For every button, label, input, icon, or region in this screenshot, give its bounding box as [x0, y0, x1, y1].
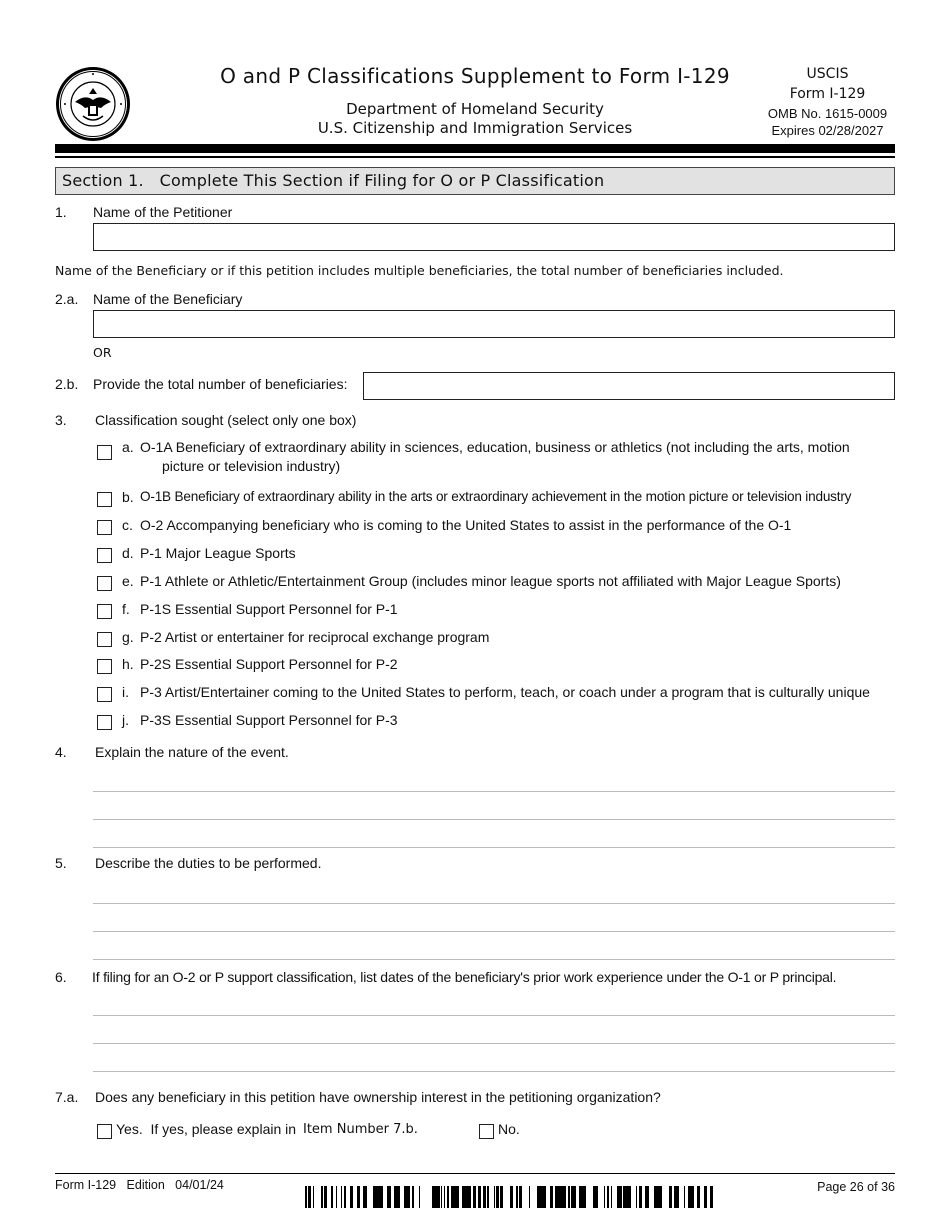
barcode-bar [451, 1186, 452, 1208]
barcode-bar [571, 1186, 574, 1208]
option-i-text: P-3 Artist/Entertainer coming to the United States to perform, teach, or coach under a program that is culturally unique [140, 684, 870, 700]
omb-number: OMB No. 1615-0009 [767, 106, 888, 121]
barcode-bar [544, 1186, 546, 1208]
agency-short: USCIS [806, 66, 849, 82]
barcode-bar [584, 1186, 586, 1208]
beneficiary-note: Name of the Beneficiary or if this petition includes multiple beneficiaries, the total number of beneficiaries included. [55, 263, 784, 278]
barcode-bar [447, 1186, 449, 1208]
barcode-bar [390, 1186, 391, 1208]
barcode-bar [324, 1186, 327, 1208]
ownership-yes-label: Yes. If yes, please explain in [116, 1121, 297, 1137]
barcode-bar [469, 1186, 471, 1208]
barcode-bar [568, 1186, 570, 1208]
barcode-bar [647, 1186, 649, 1208]
item-5-line-1 [93, 903, 895, 904]
barcode-bar [684, 1186, 685, 1208]
agency-name: U.S. Citizenship and Immigration Services [317, 119, 633, 137]
form-title: O and P Classifications Supplement to Form I-129 [220, 64, 730, 88]
barcode-bar [636, 1186, 637, 1208]
option-a-letter: a. [122, 439, 134, 455]
option-f-letter: f. [122, 601, 130, 617]
barcode-bar [336, 1186, 337, 1208]
barcode-bar [657, 1186, 660, 1208]
item-2a-label: Name of the Beneficiary [93, 291, 243, 307]
barcode-bar [487, 1186, 489, 1208]
barcode-bar [550, 1186, 551, 1208]
checkbox-ownership-yes[interactable] [97, 1124, 112, 1139]
barcode-bar [464, 1186, 467, 1208]
barcode-bar [483, 1186, 486, 1208]
item-5-line-2 [93, 931, 895, 932]
item-4-line-2 [93, 819, 895, 820]
barcode-bar [313, 1186, 314, 1208]
option-b-text: O-1B Beneficiary of extraordinary ability in the arts or extraordinary achievement in the motion picture or television industry [140, 489, 852, 504]
or-label: OR [93, 345, 112, 360]
barcode-bar [688, 1186, 689, 1208]
barcode-bar [697, 1186, 700, 1208]
barcode-bar [555, 1186, 558, 1208]
beneficiary-name-input[interactable] [93, 310, 895, 338]
option-c-letter: c. [122, 517, 133, 533]
barcode-bar [540, 1186, 541, 1208]
option-g-letter: g. [122, 629, 134, 645]
barcode-bar [563, 1186, 566, 1208]
barcode-bar [520, 1186, 522, 1208]
barcode-bar [710, 1186, 712, 1208]
barcode-bar [419, 1186, 420, 1208]
checkbox-p3s[interactable] [97, 715, 112, 730]
option-e-letter: e. [122, 573, 134, 589]
barcode-bar [502, 1186, 503, 1208]
barcode-bar [432, 1186, 433, 1208]
item-5-line-3 [93, 959, 895, 960]
item-6-line-3 [93, 1071, 895, 1072]
barcode-bar [541, 1186, 544, 1208]
barcode-bar [674, 1186, 677, 1208]
barcode-bar [626, 1186, 629, 1208]
checkbox-p1s[interactable] [97, 604, 112, 619]
barcode-bar [617, 1186, 619, 1208]
item-4-line-1 [93, 791, 895, 792]
barcode-bar [494, 1186, 495, 1208]
ownership-yes-item-ref: Item Number 7.b. [303, 1122, 418, 1137]
checkbox-o1a[interactable] [97, 445, 112, 460]
barcode-bar [500, 1186, 501, 1208]
item-6-number: 6. [55, 969, 67, 985]
barcode-bar [501, 1186, 502, 1208]
barcode-bar [655, 1186, 657, 1208]
barcode-bar [321, 1186, 323, 1208]
barcode-bar [619, 1186, 622, 1208]
barcode-bar [529, 1186, 530, 1208]
barcode-bar [437, 1186, 440, 1208]
barcode-bar [387, 1186, 390, 1208]
barcode-bar [519, 1186, 520, 1208]
option-a-text-cont: picture or television industry) [162, 458, 341, 474]
barcode-bar [305, 1186, 307, 1208]
option-b-letter: b. [122, 489, 134, 505]
item-3-label: Classification sought (select only one box) [95, 412, 357, 428]
option-j-letter: j. [122, 712, 129, 728]
barcode-bar [404, 1186, 407, 1208]
barcode-bar [579, 1186, 581, 1208]
barcode-bar [435, 1186, 437, 1208]
checkbox-p2[interactable] [97, 632, 112, 647]
option-i-letter: i. [122, 684, 129, 700]
option-e-text: P-1 Athlete or Athletic/Entertainment Group (includes minor league sports not affiliated with Major League Sports) [140, 573, 841, 589]
item-7a-label: Does any beneficiary in this petition have ownership interest in the petitioning organization? [95, 1089, 661, 1105]
item-5-label: Describe the duties to be performed. [95, 855, 322, 871]
checkbox-o2[interactable] [97, 520, 112, 535]
item-4-line-3 [93, 847, 895, 848]
item-4-number: 4. [55, 744, 67, 760]
barcode-bar [399, 1186, 400, 1208]
barcode-bar [457, 1186, 459, 1208]
item-6-label: If filing for an O-2 or P support classification, list dates of the beneficiary's prior work experience under the O-1 or P principal. [92, 969, 837, 985]
barcode-bar [516, 1186, 518, 1208]
petitioner-name-input[interactable] [93, 223, 895, 251]
option-d-letter: d. [122, 545, 134, 561]
checkbox-p1-major-league[interactable] [97, 548, 112, 563]
barcode-bar [496, 1186, 499, 1208]
duties-textarea[interactable] [93, 876, 895, 960]
barcode-bar [363, 1186, 365, 1208]
barcode-bar [691, 1186, 692, 1208]
barcode-bar [669, 1186, 671, 1208]
option-h-text: P-2S Essential Support Personnel for P-2 [140, 656, 398, 672]
barcode-bar [412, 1186, 414, 1208]
barcode-bar [452, 1186, 454, 1208]
barcode-bar [704, 1186, 707, 1208]
barcode-bar [467, 1186, 469, 1208]
barcode-bar [357, 1186, 360, 1208]
dhs-seal-icon [55, 66, 131, 142]
barcode-bar [611, 1186, 612, 1208]
barcode-bar [308, 1186, 310, 1208]
item-7a-number: 7.a. [55, 1089, 79, 1105]
expiration-date: Expires 02/28/2027 [771, 123, 884, 138]
prior-work-textarea[interactable] [93, 988, 895, 1072]
barcode-bar [380, 1186, 383, 1208]
item-2b-number: 2.b. [55, 376, 79, 392]
event-nature-textarea[interactable] [93, 764, 895, 848]
form-edition: Form I-129 Edition 04/01/24 [55, 1178, 224, 1192]
barcode-bar [344, 1186, 345, 1208]
option-a-text: O-1A Beneficiary of extraordinary ability in sciences, education, business or athletics (not including the arts, motion [140, 439, 850, 455]
barcode-bar [593, 1186, 595, 1208]
checkbox-ownership-no[interactable] [479, 1124, 494, 1139]
barcode-bar [645, 1186, 647, 1208]
checkbox-p3[interactable] [97, 687, 112, 702]
barcode-bar [444, 1186, 445, 1208]
item-4-label: Explain the nature of the event. [95, 744, 289, 760]
barcode-bar [331, 1186, 333, 1208]
option-h-letter: h. [122, 656, 134, 672]
option-j-text: P-3S Essential Support Personnel for P-3 [140, 712, 398, 728]
checkbox-o1b[interactable] [97, 492, 112, 507]
item-1-number: 1. [55, 204, 67, 220]
barcode-bar [629, 1186, 631, 1208]
checkbox-p2s[interactable] [97, 659, 112, 674]
barcode-bar [441, 1186, 442, 1208]
barcode-bar [689, 1186, 691, 1208]
barcode-bar [692, 1186, 694, 1208]
barcode-bar [537, 1186, 540, 1208]
footer-rule [55, 1173, 895, 1174]
barcode-bar [350, 1186, 353, 1208]
barcode-bar [409, 1186, 410, 1208]
barcode-bar [377, 1186, 380, 1208]
barcode-bar [604, 1186, 605, 1208]
barcode-bar [365, 1186, 367, 1208]
item-3-number: 3. [55, 412, 67, 428]
barcode-bar [478, 1186, 481, 1208]
barcode-bar [395, 1186, 397, 1208]
form-id: Form I-129 [789, 86, 866, 102]
barcode-bar [607, 1186, 609, 1208]
barcode-bar [678, 1186, 679, 1208]
barcode-bar [462, 1186, 464, 1208]
barcode-bar [345, 1186, 346, 1208]
barcode-bar [562, 1186, 563, 1208]
barcode-bar [341, 1186, 342, 1208]
beneficiary-count-input[interactable] [363, 372, 895, 400]
barcode-bar [373, 1186, 374, 1208]
barcode-bar [473, 1186, 476, 1208]
barcode-bar [397, 1186, 399, 1208]
barcode-bar [660, 1186, 662, 1208]
option-f-text: P-1S Essential Support Personnel for P-1 [140, 601, 398, 617]
barcode-bar [677, 1186, 678, 1208]
barcode-bar [561, 1186, 562, 1208]
item-2a-number: 2.a. [55, 291, 79, 307]
department-name: Department of Homeland Security [346, 100, 604, 118]
item-6-line-2 [93, 1043, 895, 1044]
barcode-bar [595, 1186, 598, 1208]
header-rule-thin [55, 156, 895, 158]
barcode-bar [394, 1186, 395, 1208]
section-1-header: Section 1. Complete This Section if Filing for O or P Classification [55, 167, 895, 195]
barcode-bar [374, 1186, 377, 1208]
item-6-line-1 [93, 1015, 895, 1016]
barcode-bar [639, 1186, 642, 1208]
barcode-bar [310, 1186, 311, 1208]
item-5-number: 5. [55, 855, 67, 871]
checkbox-p1-athlete[interactable] [97, 576, 112, 591]
ownership-no-label: No. [498, 1121, 520, 1137]
option-g-text: P-2 Artist or entertainer for reciprocal exchange program [140, 629, 490, 645]
barcode-bar [712, 1186, 713, 1208]
barcode-bar [654, 1186, 655, 1208]
barcode-bar [623, 1186, 626, 1208]
barcode-bar [510, 1186, 513, 1208]
barcode-bar [574, 1186, 576, 1208]
option-d-text: P-1 Major League Sports [140, 545, 296, 561]
barcode-bar [581, 1186, 584, 1208]
barcode-bar [671, 1186, 672, 1208]
item-2b-label: Provide the total number of beneficiaries: [93, 376, 348, 392]
barcode-bar [433, 1186, 435, 1208]
barcode-bar [551, 1186, 553, 1208]
option-c-text: O-2 Accompanying beneficiary who is coming to the United States to assist in the performance of the O-1 [140, 517, 792, 533]
header-rule-thick [55, 144, 895, 153]
barcode-icon [305, 1186, 713, 1208]
barcode-bar [558, 1186, 561, 1208]
item-1-label: Name of the Petitioner [93, 204, 233, 220]
barcode-bar [454, 1186, 457, 1208]
page-number: Page 26 of 36 [817, 1180, 895, 1194]
barcode-bar [407, 1186, 409, 1208]
